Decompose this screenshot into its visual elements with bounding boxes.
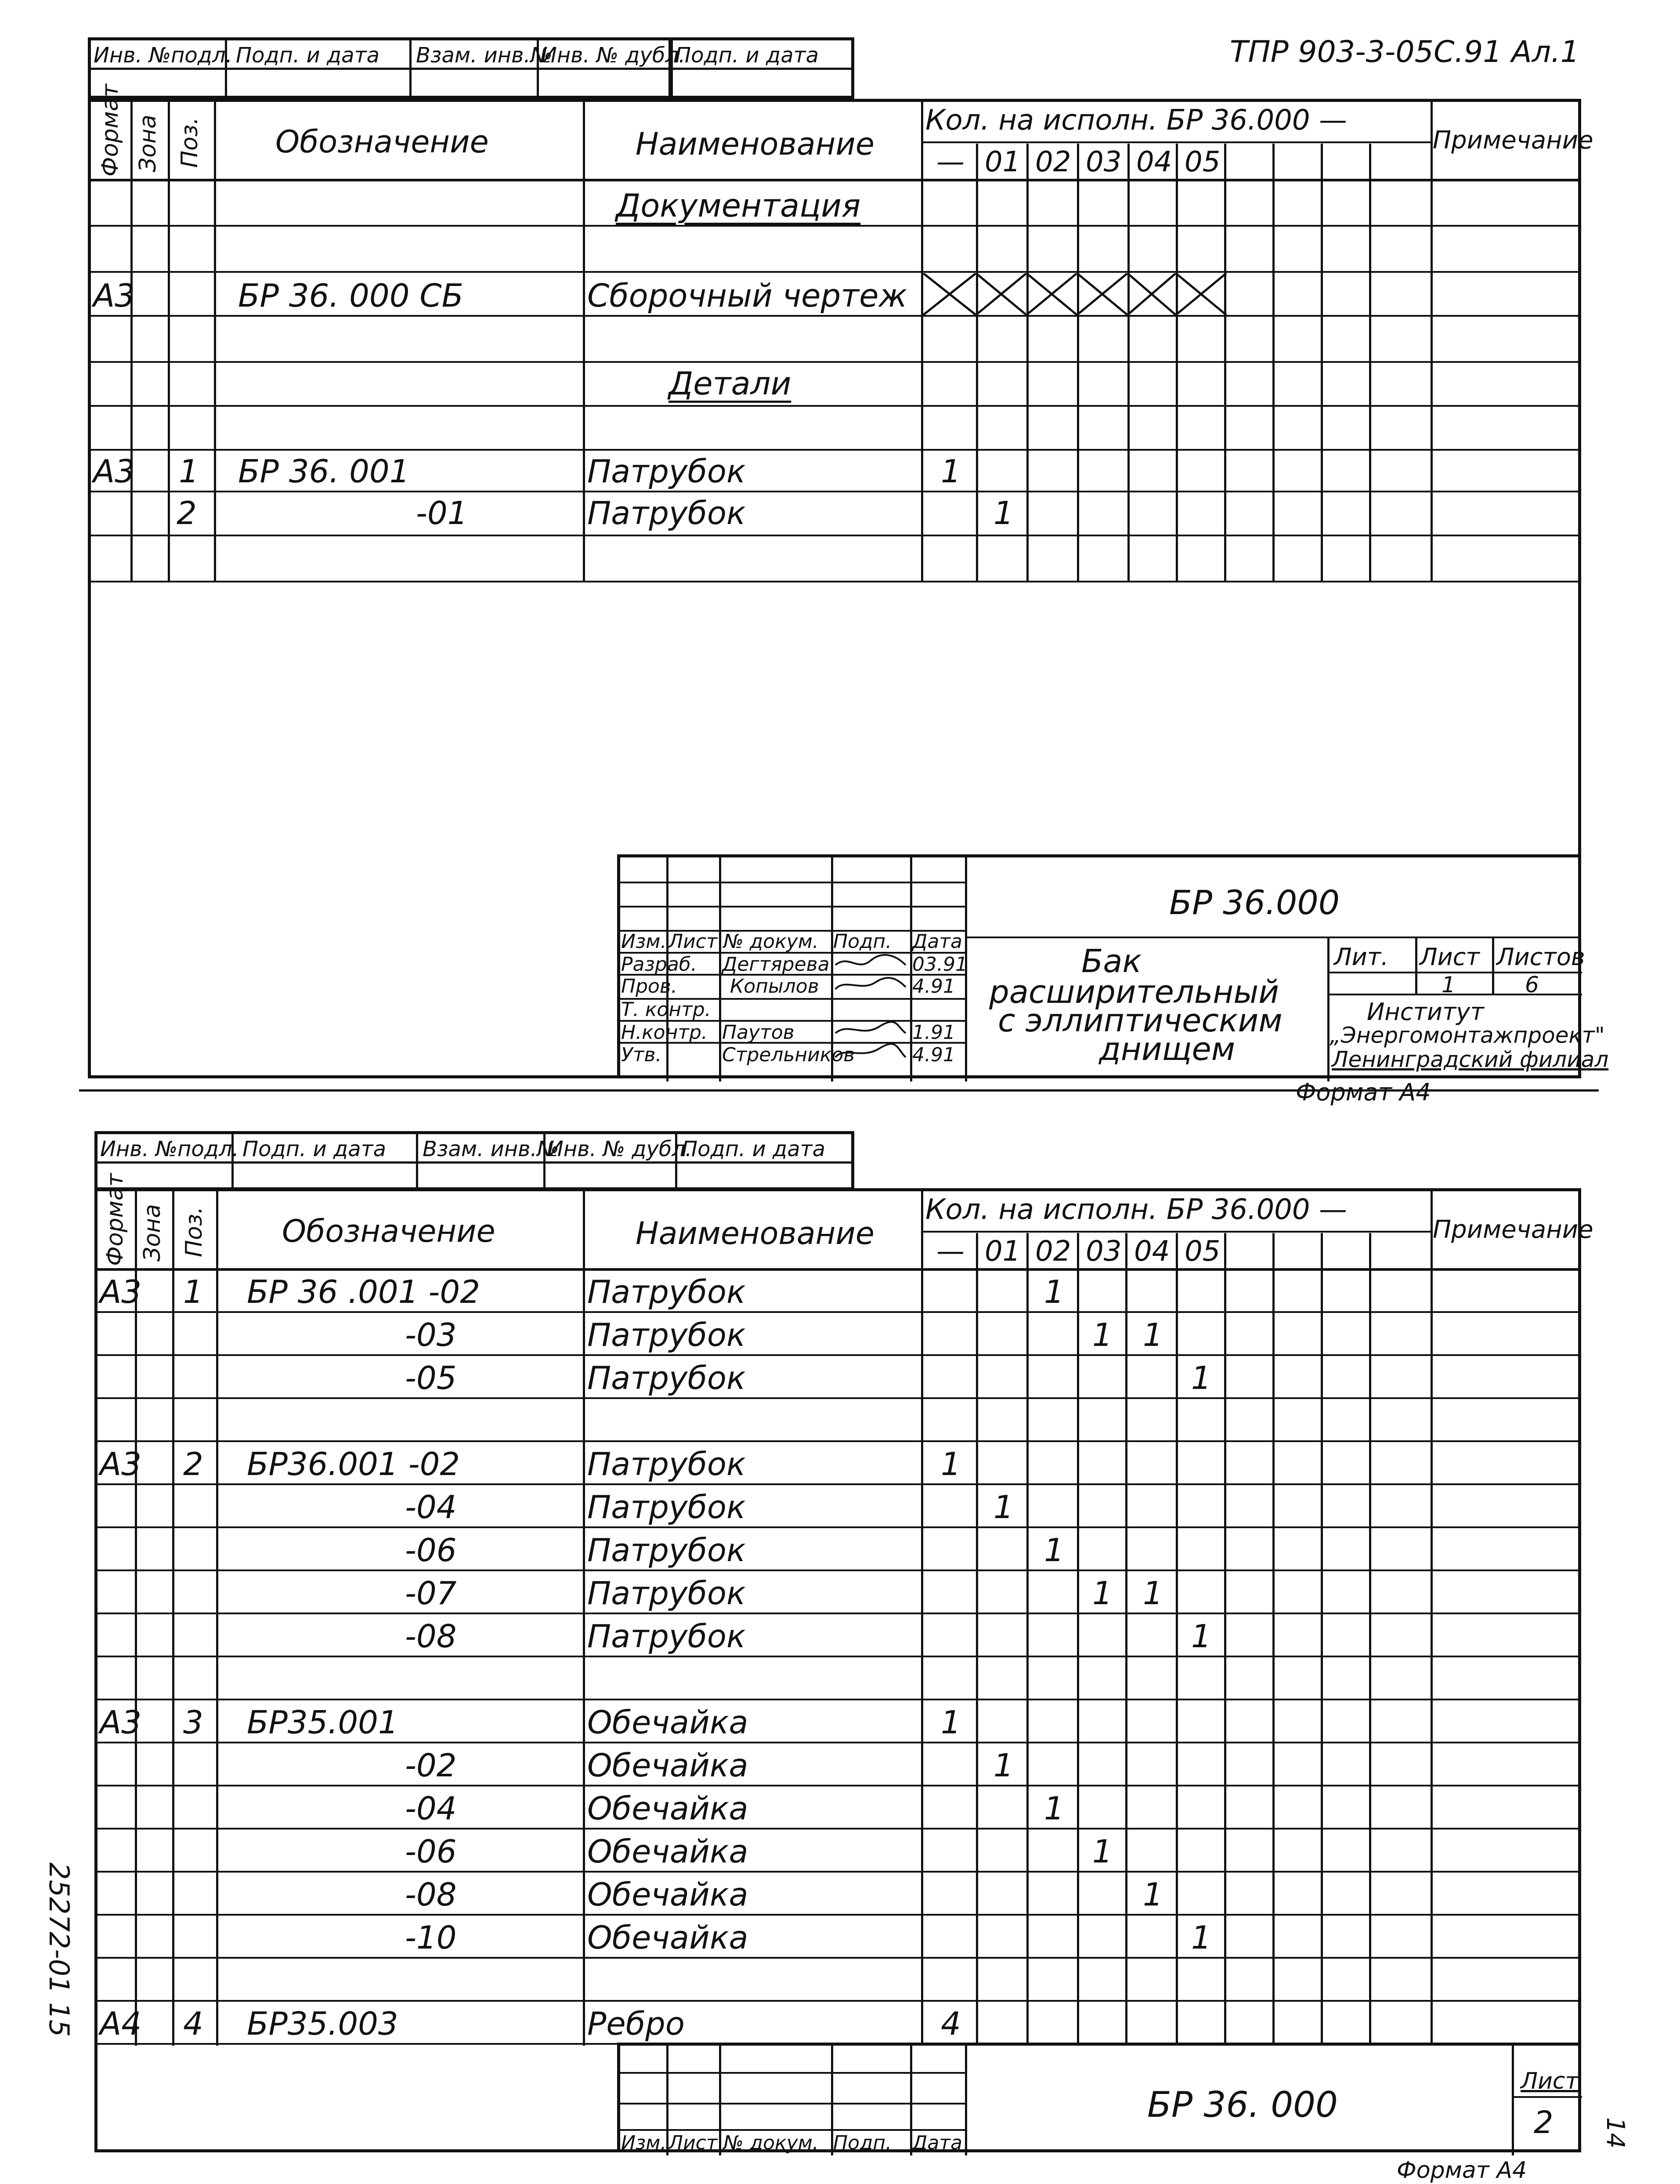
tb-date: 4.91 (912, 975, 955, 998)
row-line (98, 1354, 1580, 1356)
row-line (98, 1311, 1580, 1313)
sheet-separator (79, 1089, 1599, 1092)
tb-person: Паутов (722, 1021, 795, 1044)
tb-col-label: Изм. (621, 930, 667, 953)
stamp-label: Взам. инв.№ (423, 1137, 559, 1161)
side-code: 25272-01 15 (43, 1862, 75, 2037)
row-designation: -08 (405, 1618, 457, 1655)
stamp-label: Инв. №подл. (100, 1137, 239, 1161)
signature-scribbles (831, 952, 910, 1066)
qty-col: 03 (1086, 146, 1122, 178)
qty-value: 1 (1092, 1575, 1113, 1612)
row-format: А3 (93, 277, 135, 314)
row-designation: -07 (405, 1575, 457, 1612)
row-designation: БР 36 .001 -02 (247, 1273, 480, 1310)
stamp-label: Подп. и дата (675, 43, 819, 68)
tb-date: 03.91 (912, 953, 968, 976)
row-pos: 2 (183, 1446, 203, 1483)
row-name: Патрубок (587, 1360, 746, 1396)
qty-value: 1 (1092, 1316, 1113, 1353)
inventory-stamp-sheet2 (94, 1131, 854, 1190)
stamp-label: Инв. №подл. (94, 43, 232, 68)
format-label: Формат А4 (1397, 2157, 1527, 2184)
row-name: Обечайка (587, 1876, 748, 1913)
tb-col-label: Изм. (621, 2132, 667, 2154)
qty-value: 1 (994, 495, 1014, 532)
row-format: А3 (100, 1273, 142, 1310)
qty-col: — (936, 146, 965, 178)
row-designation: -04 (405, 1790, 457, 1827)
qty-col: 01 (985, 1235, 1021, 1268)
qty-col: 05 (1185, 146, 1221, 178)
qty-col: 03 (1086, 1235, 1122, 1268)
tb-sheet-no: 1 (1442, 972, 1456, 998)
row-name: Патрубок (587, 1446, 746, 1483)
header-qty-title: Кол. на исполн. БР 36.000 — (925, 1193, 1347, 1226)
row-line (98, 1483, 1580, 1485)
row-designation: -04 (405, 1489, 457, 1526)
header-zone: Зона (135, 114, 161, 172)
row-name: Патрубок (587, 453, 746, 490)
row-format: А3 (93, 453, 135, 490)
header-pos: Поз. (177, 117, 203, 168)
tb-org-line: Институт (1367, 998, 1484, 1026)
tb-title-line: Бак (1081, 943, 1142, 980)
row-designation: -06 (405, 1532, 457, 1569)
header-name: Наименование (636, 1215, 874, 1251)
tb-date: 1.91 (912, 1021, 955, 1044)
tb-title-line: с эллиптическим (998, 1002, 1283, 1039)
corner-mark: 14 (1601, 2117, 1629, 2149)
tb-org-line: Ленинградский филиал (1332, 1047, 1609, 1072)
row-line (98, 1699, 1580, 1700)
row-pos: 1 (179, 453, 199, 490)
row-line (98, 1613, 1580, 1614)
tb-person: Стрельников (722, 1044, 855, 1066)
row-designation: БР 36. 001 (238, 453, 410, 490)
tb-sheet-label: Лист (1521, 2068, 1579, 2094)
qty-value: 1 (1191, 1618, 1211, 1655)
qty-col: 05 (1185, 1235, 1221, 1268)
tb-col-label: Подп. (833, 2132, 892, 2154)
qty-value: 1 (994, 1747, 1014, 1784)
row-line (98, 1656, 1580, 1657)
tb-role: Н.контр. (621, 1021, 708, 1044)
row-name: Обечайка (587, 1704, 748, 1741)
row-line (98, 1828, 1580, 1830)
row-pos: 3 (183, 1704, 203, 1741)
row-name: Патрубок (587, 1575, 746, 1612)
row-designation: -01 (416, 495, 468, 532)
tb-sheets-total: 6 (1525, 972, 1539, 998)
qty-value: 1 (1143, 1876, 1163, 1913)
stamp-label: Подп. и дата (242, 1137, 386, 1161)
qty-value: 1 (1044, 1790, 1064, 1827)
row-designation: -06 (405, 1833, 457, 1870)
header-format: Формат (102, 1173, 128, 1266)
tb-person: Копылов (730, 975, 819, 998)
inventory-stamp-sheet1 (88, 37, 854, 99)
tb-role: Разраб. (621, 953, 697, 976)
title-block-sheet1 (617, 854, 1609, 1078)
stamp-label: Инв. № дубл. (541, 43, 686, 68)
tb-col-label: № докум. (723, 930, 819, 953)
row-designation: -02 (405, 1747, 457, 1784)
spec-table-sheet2 (94, 1173, 1593, 2152)
qty-value: 1 (1092, 1833, 1113, 1870)
header-zone: Зона (139, 1204, 166, 1262)
row-line (98, 1785, 1580, 1786)
qty-value: 1 (1143, 1316, 1163, 1353)
tb-title-line: расширительный (989, 973, 1279, 1010)
row-designation: -03 (405, 1316, 457, 1353)
row-designation: БР 36. 000 СБ (238, 277, 464, 314)
qty-value: 1 (941, 1704, 961, 1741)
tb-org-line: „Энергомонтажпроект" (1330, 1023, 1605, 1048)
row-name: Патрубок (587, 1618, 746, 1655)
row-name: Сборочный чертеж (587, 277, 907, 314)
qty-value: 1 (1044, 1273, 1064, 1310)
row-line (98, 2000, 1580, 2002)
row-designation: -05 (405, 1360, 457, 1396)
stamp-label: Подп. и дата (682, 1137, 825, 1161)
section-details: Детали (668, 365, 791, 402)
format-label: Формат А4 (1296, 1078, 1431, 1106)
header-pos: Поз. (181, 1206, 207, 1257)
row-name: Патрубок (587, 495, 746, 532)
qty-col: 02 (1035, 146, 1071, 178)
row-name: Обечайка (587, 1790, 748, 1827)
tb-designation: БР 36. 000 (1147, 2084, 1338, 2125)
header-designation: Обозначение (275, 124, 489, 160)
row-line (98, 1871, 1580, 1873)
row-format: А3 (100, 1446, 142, 1483)
qty-value: 1 (1191, 1360, 1211, 1396)
header-designation: Обозначение (282, 1213, 495, 1249)
tb-col-label: Лист (668, 930, 718, 953)
tb-date: 4.91 (912, 1044, 955, 1066)
row-designation: -08 (405, 1876, 457, 1913)
qty-value: 1 (941, 453, 961, 490)
tb-role: Т. контр. (621, 998, 711, 1021)
row-pos: 1 (183, 1273, 203, 1310)
cross-mark (923, 273, 1231, 315)
title-block-sheet2 (617, 2043, 1581, 2152)
tb-col-label: Лист (668, 2132, 718, 2154)
qty-value: 1 (941, 1446, 961, 1483)
row-designation: БР35.003 (247, 2005, 398, 2042)
row-name: Патрубок (587, 1489, 746, 1526)
row-name: Обечайка (587, 1747, 748, 1784)
row-name: Патрубок (587, 1316, 746, 1353)
qty-value: 1 (1143, 1575, 1163, 1612)
section-documentation: Документация (616, 187, 861, 224)
row-pos: 4 (183, 2005, 203, 2042)
row-designation: БР36.001 -02 (247, 1446, 460, 1483)
document-code: ТПР 903-3-05С.91 Ал.1 (1230, 35, 1580, 69)
tb-sheet-label: Лист (1420, 943, 1480, 971)
tb-col-label: № докум. (723, 2132, 819, 2154)
row-line (98, 1569, 1580, 1571)
row-name: Обечайка (587, 1833, 748, 1870)
qty-col: 01 (985, 146, 1021, 178)
header-qty-title: Кол. на исполн. БР 36.000 — (925, 104, 1347, 137)
row-format: А3 (100, 1704, 142, 1741)
header-note: Примечание (1433, 126, 1593, 155)
stamp-label: Инв. № дубл. (548, 1137, 692, 1161)
qty-value: 1 (1044, 1532, 1064, 1569)
row-name: Патрубок (587, 1532, 746, 1569)
tb-sheet-no: 2 (1534, 2104, 1554, 2141)
qty-value: 1 (994, 1489, 1014, 1526)
row-format: А4 (100, 2005, 142, 2042)
qty-col: 04 (1134, 1235, 1170, 1268)
stamp-label: Взам. инв.№ (416, 43, 553, 68)
row-name: Обечайка (587, 1919, 748, 1956)
header-name: Наименование (636, 126, 874, 162)
tb-role: Пров. (621, 975, 677, 998)
header-format: Формат (97, 84, 123, 177)
tb-title-line: днищем (1099, 1031, 1236, 1067)
tb-role: Утв. (621, 1044, 662, 1066)
row-line (98, 1914, 1580, 1916)
tb-designation: БР 36.000 (1169, 883, 1340, 922)
tb-sheets-label: Листов (1496, 943, 1585, 971)
tb-person: Дегтярева (722, 953, 830, 976)
tb-col-label: Дата (912, 930, 962, 953)
row-line (98, 1397, 1580, 1399)
row-line (98, 1526, 1580, 1528)
qty-col: 04 (1136, 146, 1172, 178)
tb-lit-label: Лит. (1334, 943, 1389, 971)
row-line (98, 1957, 1580, 1959)
row-line (98, 1742, 1580, 1743)
tb-col-label: Подп. (833, 930, 892, 953)
qty-col: 02 (1035, 1235, 1071, 1268)
qty-value: 4 (941, 2005, 961, 2042)
row-pos: 2 (177, 495, 197, 532)
qty-col: — (936, 1235, 965, 1268)
row-name: Патрубок (587, 1273, 746, 1310)
qty-value: 1 (1191, 1919, 1211, 1956)
row-name: Ребро (587, 2005, 685, 2042)
stamp-label: Подп. и дата (236, 43, 379, 68)
row-designation: БР35.001 (247, 1704, 398, 1741)
row-line (98, 1440, 1580, 1442)
tb-col-label: Дата (912, 2132, 962, 2154)
header-note: Примечание (1433, 1215, 1593, 1244)
row-designation: -10 (405, 1919, 457, 1956)
